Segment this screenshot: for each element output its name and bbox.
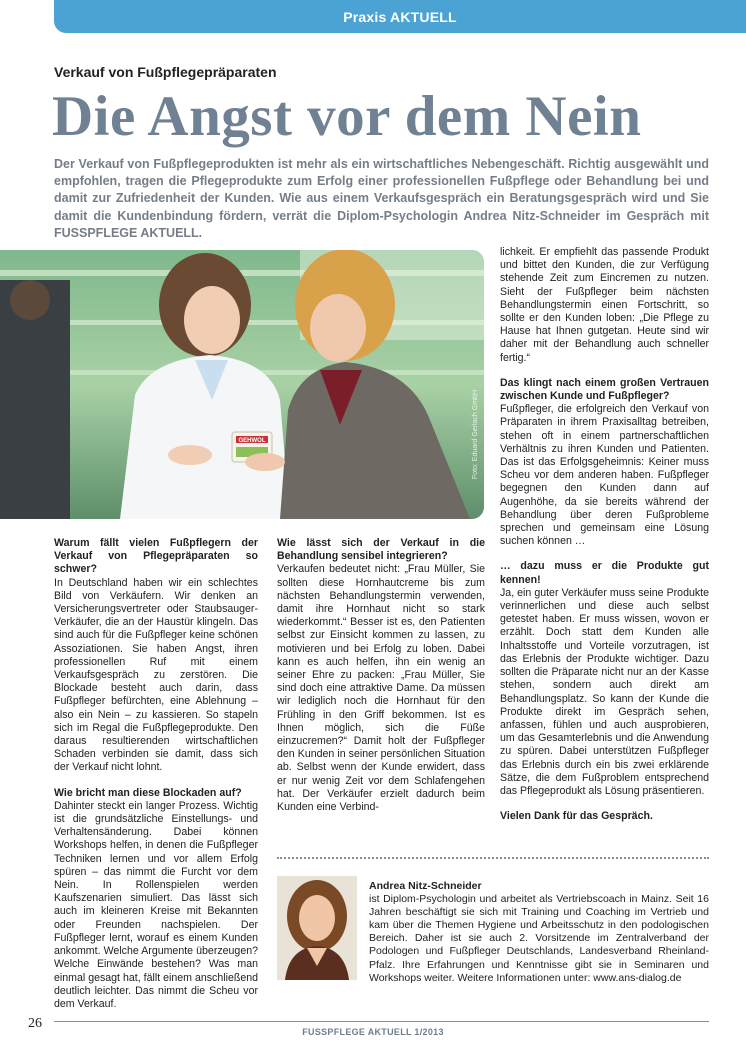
article-lead: Der Verkauf von Fußpflegeprodukten ist mehr als ein wirtschaftliches Nebengeschäft. Richtig ausgewählt und empfohlen, tragen die Pflegeprodukte zum Erfolg einer professionellen Fußpflege oder Behandlung bei und damit zur Zufriedenheit der Kunden. Wie aus einem Verkaufsgespräch ein Beratungsgespräch wird und Sie damit die Kundenbindung fördern, verrät die Diplom-Psychologin Andrea Nitz-Schneider im Gespräch mit FUSSPFLEGE AKTUELL. [54,157,709,240]
photo-credit: Foto: Eduard Gerlach GmbH [472,390,479,480]
answer: In Deutschland haben wir ein schlechtes Bild von Verkäufern. Wir denken an Versicherungsvertreter oder Staubsauger-Verkäufer, die an der Haustür klingeln. Das sind auch für die Fußpfleger keine schönen Assoziationen. Sie haben Angst, ihren professionellen Ruf mit einem Verkaufsgespräch zu zerstören. Die Blockade besteht auch darin, dass Fußpfleger befürchten, eine Ablehnung – also ein Nein – zu kassieren. So stapeln sich im Regal die Fußpflegeprodukte. Den daraus resultierenden wirtschaftlichen Schaden verbinden sie damit, dass sich der Verkauf nicht lohnt. [54,576,258,774]
section-header-bar [54,0,746,33]
answer: Ja, ein guter Verkäufer muss seine Produkte verinnerlichen und diese auch selbst getestet haben. Er muss wissen, wovon er erzählt. Doch statt dem Kunden alle Inhaltsstoffe und Vorteile vorzutragen, ist das Erlebnis der Produkte wichtiger. Dazu sollten die Präparate nicht nur an der Kasse stehen, sondern auch direkt am Behandlungsplatz. So kann der Kunde die Produkte direkt im Gespräch sehen, anfassen, fühlen und auch ausprobieren, um das Gesamterlebnis und die Anwendung zu spüren. Dabei unterstützen Fußpfleger das Erlebnis durch ein bis zwei erklärende Sätze, die dem Fußproblem entsprechend das Pflegeprodukt als Lösung präsentieren. [500,586,709,797]
question: … dazu muss er die Produkte gut kennen! [500,560,709,586]
answer: lichkeit. Er empfiehlt das passende Produkt und bittet den Kunden, die zur Verfügung stehende Zeit zum Eincremen zu nutzen. Sieht der Fußpfleger beim nächsten Behandlungstermin einen Fortschritt, so sollte er den Kunden loben: „Die Pflege zu Hause hat Ihnen gutgetan. Heute sind wir daher mit der Behandlung auch schneller fertig.“ [500,246,709,364]
author-bio [369,880,709,985]
closing-line: Vielen Dank für das Gespräch. [500,810,653,823]
author-portrait [277,876,357,980]
pharmacy-scene-illustration [0,250,484,519]
author-name: Andrea Nitz-Schneider [369,880,482,892]
text-column-1 [54,537,258,1011]
article-headline: Die Angst vor dem Nein [52,85,642,148]
question: Warum fällt vielen Fußpflegern der Verkauf von Pflegepräparaten so schwer? [54,537,258,576]
question: Wie lässt sich der Verkauf in die Behandlung sensibel integrieren? [277,537,485,563]
answer: Fußpfleger, die erfolgreich den Verkauf von Präparaten in ihrem Praxisalltag betreiben, stehen oft in einem partnerschaftlichen Verhältnis zu ihren Kunden und Patienten. Das ist das Erfolgsgeheimnis: Keiner muss Scheu vor dem anderen haben. Fußpfleger begegnen den Kunden dann auf Augenhöhe, da sie bereits während der Behandlung über deren Fußprobleme sprechen und gemeinsam eine Lösung suchen können … [500,403,709,548]
page-number: 26 [28,1016,42,1031]
text-column-3 [500,246,709,823]
article-photo [0,250,484,519]
section-title: Praxis AKTUELL [343,8,457,25]
publication-footer: FUSSPFLEGE AKTUELL 1/2013 [302,1027,444,1037]
answer: Verkaufen bedeutet nicht: „Frau Müller, Sie sollten diese Hornhautcreme bis zum nächsten Behandlungstermin verwenden, damit ihre Hornhaut nicht so stark wiederkommt.“ Besser ist es, den Patienten selbst zur Einsicht kommen zu lassen, zu motivieren und bei Erfolg zu loben. Dabei kann es auch helfen, ihn ein wenig an seiner Ehre zu packen: „Frau Müller, Sie sind doch eine attraktive Dame. Da müssen wir lediglich noch die Hornhaut für den Frühling in den Griff bekommen. Ist es Ihnen möglich, sich die Füße einzucremen?“ Damit holt der Fußpfleger den Kunden in seiner persönlichen Situation ab. Selbst wenn der Kunde erwidert, dass er nur wenig Zeit vor dem Schlafengehen hat. Der Verkäufer erzielt dadurch beim Kunden eine Verbind- [277,563,485,814]
footer-rule [54,1021,709,1022]
author-bio-text: ist Diplom-Psychologin und arbeitet als Vertriebscoach in Mainz. Seit 16 Jahren beschäftigt sie sich mit Training und Coaching im Vertrieb und kam über die Themen Hygiene und Arbeitsschutz in den podologischen Bereich. Daher ist sie auch 2. Vorsitzende im Zentralverband der Podologen und Fußpfleger Deutschlands, Landesverband Rheinland-Pfalz. Ihre Erfahrungen und Kenntnisse gibt sie in Seminaren und Workshops weiter. Weitere Informationen unter: www.ans-dialog.de [369,893,709,984]
question: Das klingt nach einem großen Vertrauen zwischen Kunde und Fußpfleger? [500,376,709,403]
product-label: GEHWOL [238,438,266,444]
answer: Dahinter steckt ein langer Prozess. Wichtig ist die grundsätzliche Einstellungs- und Verhaltensänderung. Dabei können Workshops helfen, in denen die Fußpfleger Techniken lernen und vor allem Erfolg spüren – das nimmt die Furcht vor dem Nein. In Rollenspielen werden Kaufszenarien simuliert. Das lässt sich auch im kleineren Kreise mit Bekannten oder Freunden nachspielen. Der Fußpfleger lernt, worauf es einem Kunden ankommt. Welche Argumente überzeugen? Welche Einwände bestehen? Was man einmal gesagt hat, fällt einem anschließend deutlich leichter. Das nimmt die Scheu vor dem Verkauf. [54,799,258,1010]
bio-divider [277,857,709,859]
text-column-2 [277,537,485,814]
question: Wie bricht man diese Blockaden auf? [54,786,242,799]
article-kicker: Verkauf von Fußpflegepräparaten [54,64,277,80]
portrait-illustration [277,876,357,980]
